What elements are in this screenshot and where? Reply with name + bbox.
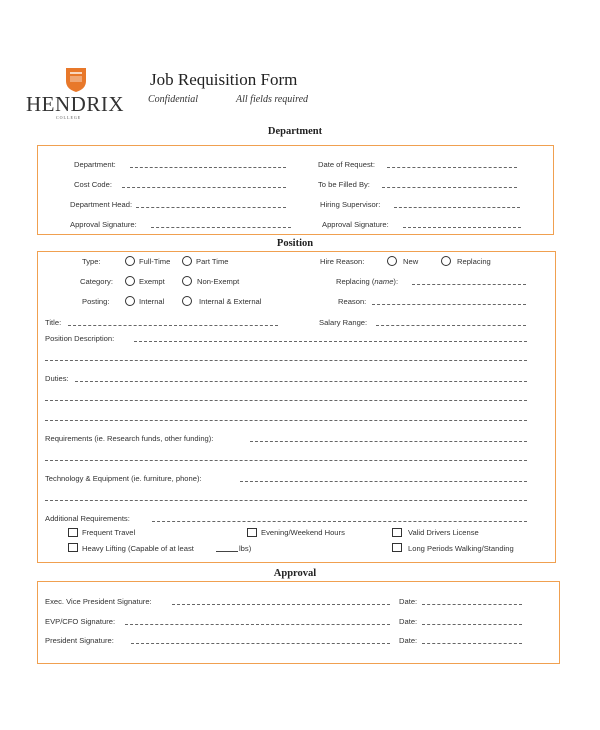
heavy-lifting-checkbox[interactable] [68, 543, 78, 552]
page-title: Job Requisition Form [150, 70, 298, 89]
technology-label: Technology & Equipment (ie. furniture, phone): [45, 474, 202, 483]
exec-vp-signature-label: Exec. Vice President Signature: [45, 597, 152, 606]
date-of-request-field[interactable] [387, 167, 517, 168]
additional-requirements-field[interactable] [152, 521, 527, 522]
approval-signature-right-field[interactable] [403, 227, 521, 228]
department-section-title: Department [267, 126, 323, 137]
evening-weekend-label: Evening/Weekend Hours [261, 528, 345, 537]
part-time-radio[interactable] [182, 256, 192, 266]
heavy-lifting-lbs-field[interactable] [216, 551, 238, 552]
duties-line-3[interactable] [45, 420, 527, 421]
long-periods-checkbox[interactable] [392, 543, 402, 552]
requirements-label: Requirements (ie. Research funds, other funding): [45, 434, 214, 443]
non-exempt-radio[interactable] [182, 276, 192, 286]
reason-field[interactable] [372, 304, 526, 305]
cost-code-label: Cost Code: [74, 180, 112, 189]
full-time-radio[interactable] [125, 256, 135, 266]
part-time-option: Part Time [196, 257, 229, 266]
frequent-travel-label: Frequent Travel [82, 528, 136, 537]
requirements-field[interactable] [250, 441, 527, 442]
approval-signature-right-label: Approval Signature: [322, 220, 389, 229]
department-label: Department: [74, 160, 116, 169]
date-of-request-label: Date of Request: [318, 160, 375, 169]
position-description-label: Position Description: [45, 334, 115, 343]
exec-vp-signature-field[interactable] [172, 604, 390, 605]
exec-vp-date-field[interactable] [422, 604, 522, 605]
position-description-line-2[interactable] [45, 360, 527, 361]
evp-cfo-date-field[interactable] [422, 624, 522, 625]
department-head-field[interactable] [136, 207, 286, 208]
duties-line-2[interactable] [45, 400, 527, 401]
technology-line-2[interactable] [45, 500, 527, 501]
president-date-field[interactable] [422, 643, 522, 644]
internal-option: Internal [139, 297, 165, 306]
duties-label: Duties: [45, 374, 69, 383]
full-time-option: Full-Time [139, 257, 171, 266]
internal-external-option: Internal & External [199, 297, 262, 306]
cost-code-field[interactable] [122, 187, 286, 188]
frequent-travel-checkbox[interactable] [68, 528, 78, 537]
requirements-line-2[interactable] [45, 460, 527, 461]
type-label: Type: [82, 257, 101, 266]
replacing-name-label: Replacing (name): [336, 277, 399, 286]
replacing-option: Replacing [457, 257, 491, 266]
position-section-title: Position [276, 238, 314, 249]
posting-label: Posting: [82, 297, 110, 306]
approval-section-title: Approval [273, 568, 317, 579]
salary-range-label: Salary Range: [319, 318, 368, 327]
president-date-label: Date: [399, 636, 418, 645]
logo-name: HENDRIX [26, 92, 124, 116]
exempt-radio[interactable] [125, 276, 135, 286]
reason-label: Reason: [338, 297, 367, 306]
shield-icon [66, 68, 86, 92]
to-be-filled-by-field[interactable] [382, 187, 517, 188]
additional-requirements-label: Additional Requirements: [45, 514, 130, 523]
evp-cfo-signature-field[interactable] [125, 624, 390, 625]
president-signature-field[interactable] [131, 643, 390, 644]
department-head-label: Department Head: [70, 200, 133, 209]
new-option: New [403, 257, 419, 266]
confidential-note: Confidential [148, 94, 198, 105]
position-description-field[interactable] [134, 341, 527, 342]
evening-weekend-checkbox[interactable] [247, 528, 257, 537]
exec-vp-date-label: Date: [399, 597, 418, 606]
valid-license-label: Valid Drivers License [408, 528, 479, 537]
replacing-radio[interactable] [441, 256, 451, 266]
approval-signature-left-field[interactable] [151, 227, 291, 228]
hiring-supervisor-field[interactable] [394, 207, 520, 208]
logo-subtitle: COLLEGE [56, 115, 82, 120]
exempt-option: Exempt [139, 277, 165, 286]
title-label: Title: [45, 318, 62, 327]
approval-box [37, 581, 560, 664]
salary-range-field[interactable] [376, 325, 526, 326]
heavy-lifting-lbs-label: lbs) [239, 544, 252, 553]
replacing-name-field[interactable] [412, 284, 526, 285]
non-exempt-option: Non-Exempt [197, 277, 240, 286]
valid-license-checkbox[interactable] [392, 528, 402, 537]
president-signature-label: President Signature: [45, 636, 114, 645]
heavy-lifting-label: Heavy Lifting (Capable of at least [82, 544, 194, 553]
category-label: Category: [80, 277, 113, 286]
long-periods-label: Long Periods Walking/Standing [408, 544, 514, 553]
to-be-filled-by-label: To be Filled By: [318, 180, 370, 189]
internal-radio[interactable] [125, 296, 135, 306]
approval-signature-left-label: Approval Signature: [70, 220, 137, 229]
evp-cfo-signature-label: EVP/CFO Signature: [45, 617, 116, 626]
evp-cfo-date-label: Date: [399, 617, 418, 626]
internal-external-radio[interactable] [182, 296, 192, 306]
technology-field[interactable] [240, 481, 527, 482]
title-field[interactable] [68, 325, 278, 326]
department-field[interactable] [130, 167, 286, 168]
new-radio[interactable] [387, 256, 397, 266]
hire-reason-label: Hire Reason: [320, 257, 365, 266]
all-fields-required-note: All fields required [236, 94, 309, 105]
duties-field[interactable] [75, 381, 527, 382]
hiring-supervisor-label: Hiring Supervisor: [320, 200, 381, 209]
